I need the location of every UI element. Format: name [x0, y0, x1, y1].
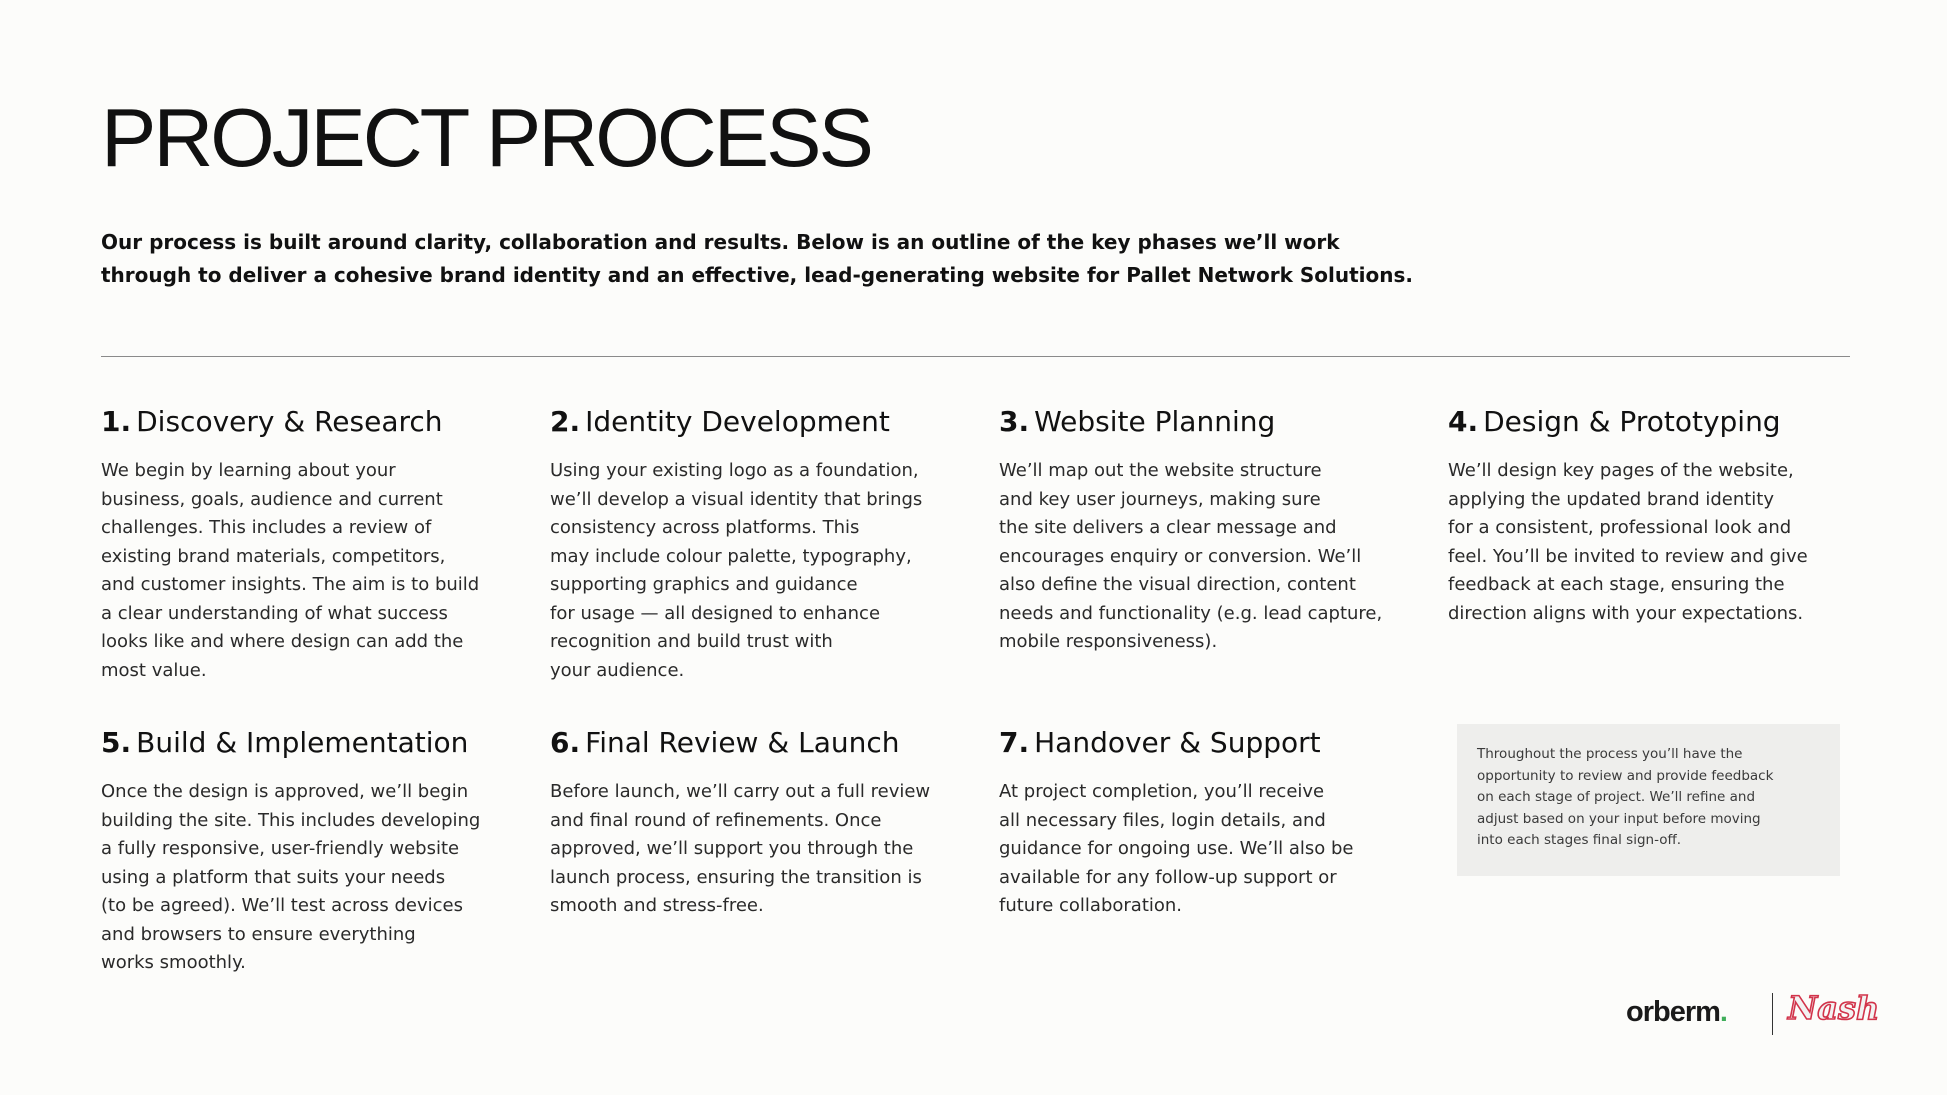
phase-description-line: all necessary files, login details, and [999, 809, 1326, 831]
phase-description-line: At project completion, you’ll receive [999, 781, 1325, 802]
phase-description-line: challenges. This includes a review of [101, 517, 432, 538]
orberm-logo-dot: . [1719, 996, 1727, 1028]
intro-line: Our process is built around clarity, collaboration and results. Below is an outline of the key phases we’ll work [101, 230, 1340, 254]
phase-description [550, 457, 970, 685]
phase-heading [550, 725, 970, 761]
phase-heading [101, 725, 521, 761]
intro-paragraph [101, 226, 1421, 292]
phase-description-line: and customer insights. The aim is to build [101, 574, 480, 595]
feedback-note-box [1457, 724, 1840, 876]
feedback-note-text [1477, 744, 1817, 852]
phase-description-line: We’ll map out the website structure [999, 460, 1322, 481]
intro-line: through to deliver a cohesive brand identity and an effective, lead-generating website for Pallet Network Solutions. [101, 263, 1413, 287]
phase-description-line: recognition and build trust with [550, 631, 833, 652]
phase-number: 7. [999, 726, 1030, 759]
phase-description [550, 778, 970, 921]
phase-description-line: most value. [101, 659, 207, 681]
phase-description-line: building the site. This includes developing [101, 809, 481, 831]
phase-name: Design & Prototyping [1483, 405, 1781, 438]
phase-name: Final Review & Launch [585, 726, 900, 759]
phase-identity-development [550, 404, 970, 685]
phase-description-line: Before launch, we’ll carry out a full review [550, 781, 931, 802]
phase-description-line: and final round of refinements. Once [550, 809, 882, 831]
phase-description-line: existing brand materials, competitors, [101, 545, 446, 567]
phase-name: Website Planning [1034, 405, 1276, 438]
note-line: opportunity to review and provide feedback [1477, 767, 1774, 784]
phase-description-line: needs and functionality (e.g. lead capture, [999, 602, 1383, 624]
phase-description-line: and key user journeys, making sure [999, 488, 1321, 510]
phase-description-line: your audience. [550, 659, 685, 681]
phase-handover-support [999, 725, 1419, 921]
note-line: on each stage of project. We’ll refine and [1477, 789, 1756, 805]
phase-description-line: We begin by learning about your [101, 460, 396, 481]
phase-description-line: direction aligns with your expectations. [1448, 602, 1804, 624]
phase-description-line: a fully responsive, user-friendly website [101, 838, 460, 859]
phase-description [101, 778, 521, 978]
phase-description [999, 778, 1419, 921]
logo-separator [1772, 993, 1773, 1035]
phase-design-prototyping [1448, 404, 1868, 628]
phase-description-line: for a consistent, professional look and [1448, 517, 1792, 538]
phase-heading [101, 404, 521, 440]
phase-description-line: (to be agreed). We’ll test across devices [101, 895, 464, 916]
phase-description-line: Using your existing logo as a foundation, [550, 460, 919, 481]
page-title: PROJECT PROCESS [101, 91, 871, 184]
phase-description-line: works smoothly. [101, 952, 246, 973]
phase-description-line: also define the visual direction, content [999, 574, 1356, 595]
orberm-logo-text: orberm [1626, 996, 1720, 1028]
phase-description-line: smooth and stress-free. [550, 895, 764, 916]
phase-description-line: and browsers to ensure everything [101, 923, 416, 945]
phase-final-review-launch [550, 725, 970, 921]
phase-description-line: applying the updated brand identity [1448, 488, 1775, 510]
phase-number: 2. [550, 405, 581, 438]
phase-description-line: encourages enquiry or conversion. We’ll [999, 545, 1362, 567]
phase-description-line: feedback at each stage, ensuring the [1448, 574, 1785, 595]
phase-description-line: the site delivers a clear message and [999, 517, 1337, 538]
phase-description-line: feel. You’ll be invited to review and give [1448, 545, 1808, 567]
phase-description-line: may include colour palette, typography, [550, 545, 912, 567]
phase-description [999, 457, 1419, 657]
phase-description-line: looks like and where design can add the [101, 631, 464, 652]
phase-heading [550, 404, 970, 440]
phase-name: Handover & Support [1034, 726, 1321, 759]
phase-discovery-research [101, 404, 521, 685]
phase-description-line: launch process, ensuring the transition is [550, 866, 922, 888]
note-line: adjust based on your input before moving [1477, 810, 1761, 827]
phase-description-line: guidance for ongoing use. We’ll also be [999, 838, 1354, 859]
phase-number: 5. [101, 726, 132, 759]
phase-heading [999, 404, 1419, 440]
note-line: Throughout the process you’ll have the [1477, 746, 1743, 762]
phase-name: Discovery & Research [136, 405, 443, 438]
phase-description-line: future collaboration. [999, 895, 1183, 916]
phase-description [1448, 457, 1868, 628]
phase-heading [999, 725, 1419, 761]
phase-description-line: mobile responsiveness). [999, 631, 1218, 652]
phase-number: 4. [1448, 405, 1479, 438]
phase-description-line: business, goals, audience and current [101, 488, 443, 510]
phase-website-planning [999, 404, 1419, 657]
phase-build-implementation [101, 725, 521, 978]
phase-description [101, 457, 521, 685]
nash-logo: Nash [1788, 989, 1880, 1027]
section-divider [101, 356, 1850, 357]
phase-heading [1448, 404, 1868, 440]
footer-logos [1626, 989, 1880, 1033]
phase-description-line: Once the design is approved, we’ll begin [101, 781, 469, 802]
phase-number: 3. [999, 405, 1030, 438]
phase-description-line: we’ll develop a visual identity that brings [550, 488, 923, 510]
phase-name: Identity Development [585, 405, 890, 438]
phase-number: 1. [101, 405, 132, 438]
phase-description-line: using a platform that suits your needs [101, 866, 446, 888]
phase-name: Build & Implementation [136, 726, 469, 759]
phase-number: 6. [550, 726, 581, 759]
phase-description-line: available for any follow-up support or [999, 866, 1337, 888]
phase-description-line: We’ll design key pages of the website, [1448, 460, 1794, 481]
phase-description-line: consistency across platforms. This [550, 517, 860, 538]
orberm-logo [1626, 996, 1727, 1029]
note-line: into each stages final sign-off. [1477, 832, 1682, 848]
phase-description-line: approved, we’ll support you through the [550, 838, 914, 859]
phase-description-line: supporting graphics and guidance [550, 574, 858, 595]
phase-description-line: a clear understanding of what success [101, 602, 448, 624]
phase-description-line: for usage — all designed to enhance [550, 602, 881, 624]
